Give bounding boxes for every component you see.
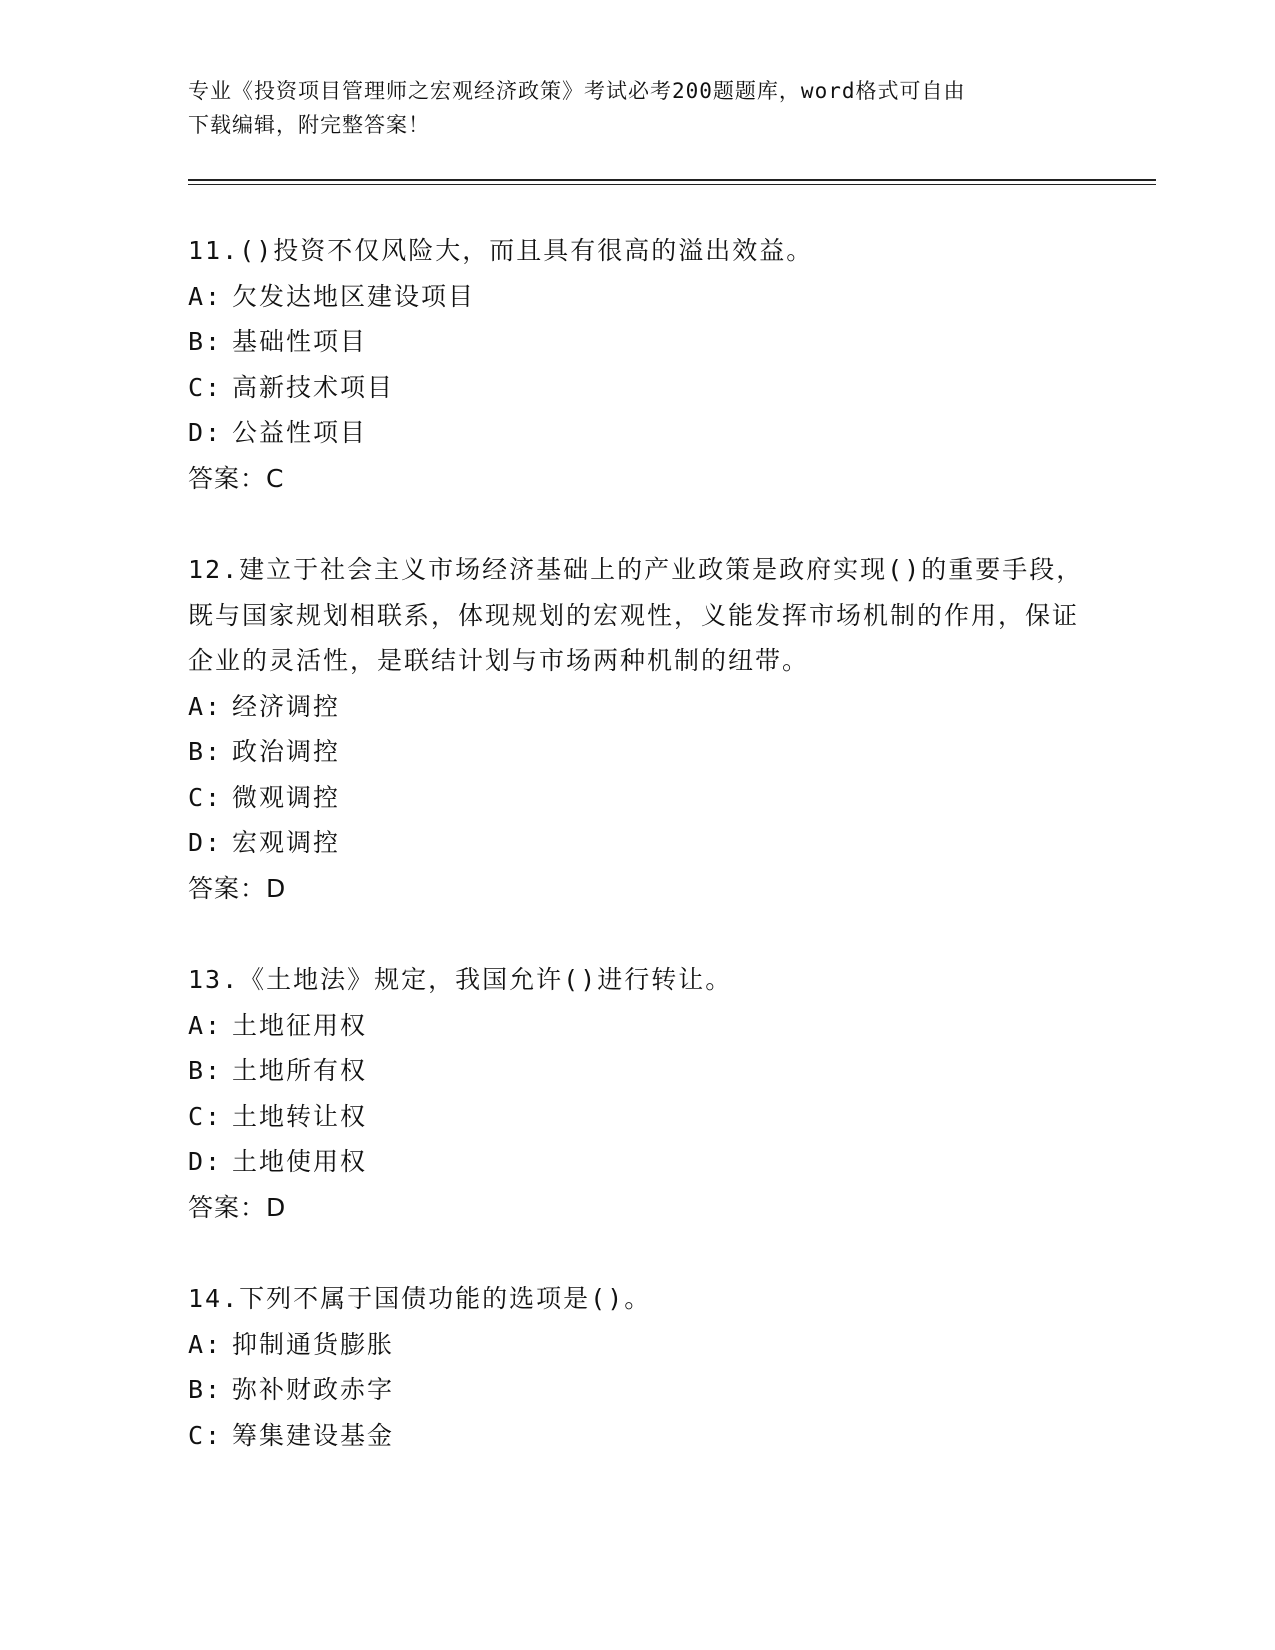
question-stem: 12.建立于社会主义市场经济基础上的产业政策是政府实现()的重要手段，既与国家规划相联系，体现规划的宏观性，义能发挥市场机制的作用，保证企业的灵活性，是联结计划与市场两种机制的纽带。 xyxy=(188,555,1084,675)
option-key: A: xyxy=(188,1329,223,1359)
option-b xyxy=(188,1367,1088,1413)
option-text: 抑制通货膨胀 xyxy=(232,1329,395,1359)
question-list xyxy=(188,228,1088,1504)
option-text: 公益性项目 xyxy=(232,418,368,447)
answer-line: 答案：C xyxy=(188,463,285,493)
option-key: D: xyxy=(188,828,223,857)
option-key: B: xyxy=(188,327,223,356)
question-stem: 13.《土地法》规定，我国允许()进行转让。 xyxy=(188,965,733,994)
option-a xyxy=(188,684,1088,730)
option-text: 土地所有权 xyxy=(232,1056,368,1085)
question-11 xyxy=(188,228,1088,501)
option-c xyxy=(188,1413,1088,1459)
header-intro-line-2: 下载编辑，附完整答案！ xyxy=(188,113,430,137)
document-header xyxy=(188,74,1088,142)
option-text: 宏观调控 xyxy=(232,828,341,857)
header-divider-thick xyxy=(188,179,1156,181)
question-13 xyxy=(188,957,1088,1230)
question-stem: 11.()投资不仅风险大，而且具有很高的溢出效益。 xyxy=(188,236,814,265)
option-c xyxy=(188,365,1088,411)
answer-line: 答案：D xyxy=(188,873,287,903)
option-d xyxy=(188,1139,1088,1185)
option-key: A: xyxy=(188,281,223,311)
option-key: A: xyxy=(188,691,223,721)
option-key: C: xyxy=(188,782,223,812)
option-a xyxy=(188,1003,1088,1049)
option-key: C: xyxy=(188,1101,223,1131)
option-b xyxy=(188,1048,1088,1094)
option-key: D: xyxy=(188,418,223,447)
option-text: 弥补财政赤字 xyxy=(232,1375,395,1404)
option-a xyxy=(188,1322,1088,1368)
option-d xyxy=(188,410,1088,456)
option-text: 欠发达地区建设项目 xyxy=(232,281,476,311)
option-text: 土地征用权 xyxy=(232,1010,368,1040)
question-14 xyxy=(188,1276,1088,1458)
answer-line: 答案：D xyxy=(188,1192,287,1222)
option-key: B: xyxy=(188,1056,223,1085)
option-text: 土地转让权 xyxy=(232,1101,368,1131)
option-key: B: xyxy=(188,737,223,766)
option-key: C: xyxy=(188,1420,223,1450)
question-12 xyxy=(188,547,1088,911)
option-a xyxy=(188,274,1088,320)
option-text: 政治调控 xyxy=(232,737,341,766)
option-d xyxy=(188,820,1088,866)
option-text: 微观调控 xyxy=(232,782,341,812)
option-text: 经济调控 xyxy=(232,691,341,721)
option-b xyxy=(188,729,1088,775)
question-stem: 14.下列不属于国债功能的选项是()。 xyxy=(188,1284,652,1313)
header-intro-line-1: 专业《投资项目管理师之宏观经济政策》考试必考200题题库，word格式可自由 xyxy=(188,79,966,103)
option-text: 基础性项目 xyxy=(232,327,368,356)
option-key: D: xyxy=(188,1147,223,1176)
option-b xyxy=(188,319,1088,365)
option-key: C: xyxy=(188,372,223,402)
option-text: 高新技术项目 xyxy=(232,372,395,402)
option-c xyxy=(188,1094,1088,1140)
header-divider-thin xyxy=(188,184,1156,185)
option-key: A: xyxy=(188,1010,223,1040)
option-text: 土地使用权 xyxy=(232,1147,368,1176)
option-key: B: xyxy=(188,1375,223,1404)
option-c xyxy=(188,775,1088,821)
option-text: 筹集建设基金 xyxy=(232,1420,395,1450)
